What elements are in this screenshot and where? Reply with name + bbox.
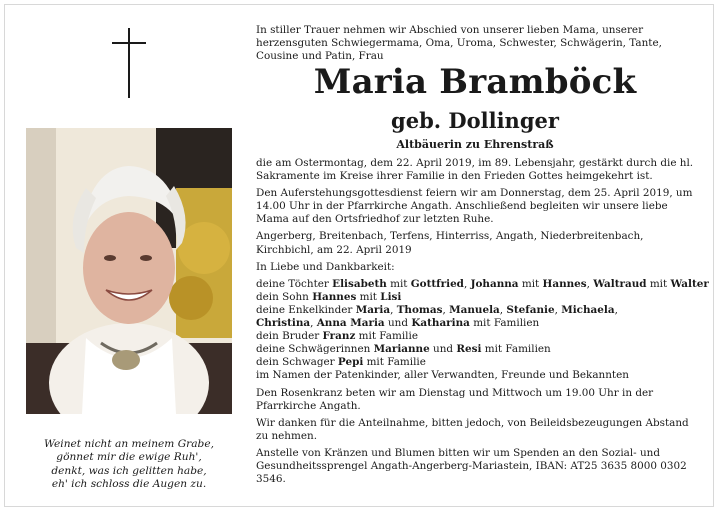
maiden-name: geb. Dollinger	[391, 108, 559, 133]
rosary-notice: Den Rosenkranz beten wir am Dienstag und Mittwoch um 19.00 Uhr in der Pfarrkirche Angath.	[256, 386, 654, 412]
poem-line: Weinet nicht an meinem Grabe,	[44, 438, 214, 450]
death-notice: die am Ostermontag, dem 22. April 2019, im 89. Lebensjahr, gestärkt durch die hl. Sakramente im Kreise ihrer Familie in den Frieden Gottes heimgekehrt ist.	[256, 157, 694, 183]
places-date: Angerberg, Breitenbach, Terfens, Hinterriss, Angath, Niederbreitenbach, Kirchbichl, am 22. April 2019	[256, 230, 644, 256]
poem-line: eh' ich schloss die Augen zu.	[51, 477, 207, 490]
family-brother-in-law: dein Schwager Pepi mit Familie	[256, 356, 426, 369]
family-daughters: deine Töchter Elisabeth mit Gottfried, Johanna mit Hannes, Waltraud mit Walter	[256, 277, 709, 290]
family-grandchildren: deine Enkelkinder Maria, Thomas, Manuela, Stefanie, Michaela,	[256, 303, 618, 316]
poem-line: denkt, was ich gelitten habe,	[51, 464, 207, 477]
thanks-notice: Wir danken für die Anteilnahme, bitten jedoch, von Beileidsbezeugungen Abstand zu nehmen.	[256, 416, 689, 442]
intro-text: In stiller Trauer nehmen wir Abschied von unserer lieben Mama, unserer herzensguten Schwiegermama, Oma, Uroma, Schwester, Schwägerin, Tante, Cousine und Patin, Frau	[256, 24, 662, 63]
family-son: dein Sohn Hannes mit Lisi	[256, 290, 402, 303]
family-brother: dein Bruder Franz mit Familie	[256, 330, 418, 343]
portrait-photo	[26, 128, 232, 414]
notice-body	[256, 157, 709, 490]
deceased-title: Altbäuerin zu Ehrenstraß	[396, 138, 554, 151]
service-notice: Den Auferstehungsgottesdienst feiern wir am Donnerstag, dem 25. April 2019, um 14.00 Uhr in der Pfarrkirche Angath. Anschließend begleiten wir unsere liebe Mama auf den Ortsfriedhof zur letzten Ruhe.	[256, 187, 693, 226]
family-intro: In Liebe und Dankbarkeit:	[256, 260, 395, 273]
poem-line: gönnet mir die ewige Ruh',	[56, 451, 202, 464]
deceased-name: Maria Bramböck	[313, 62, 637, 102]
family-godchildren: im Namen der Patenkinder, aller Verwandten, Freunde und Bekannten	[256, 369, 629, 382]
cross-icon	[112, 28, 146, 98]
family-grandchildren-cont: Christina, Anna Maria und Katharina mit Familien	[256, 317, 540, 330]
donation-notice: Anstelle von Kränzen und Blumen bitten wir um Spenden an den Sozial- und Gesundheitssprengel Angath-Angerberg-Mariastein, IBAN: AT25 3635 8000 0302 3546.	[256, 446, 687, 486]
poem	[20, 438, 238, 491]
family-sisters-in-law: deine Schwägerinnen Marianne und Resi mit Familien	[256, 343, 551, 356]
